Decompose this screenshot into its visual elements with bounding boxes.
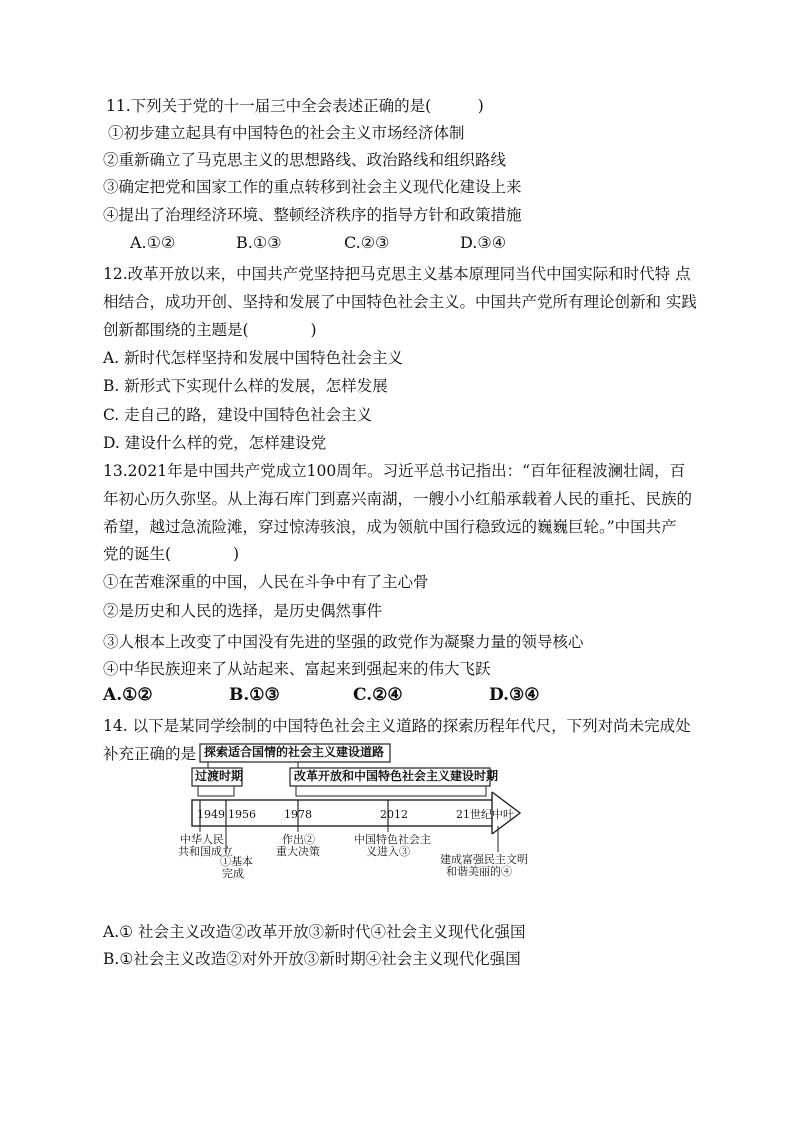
q13-option-c[interactable]: C.②④ — [353, 685, 403, 705]
label-end-line1: 建成富强民主文明 — [440, 853, 528, 866]
label-2012-line1: 中国特色社会主 — [354, 833, 431, 846]
timeline-title: 探索适合国情的社会主义建设道路 — [204, 745, 385, 759]
q13-stem-line-1: 13.2021年是中国共产党成立100周年。习近平总书记指出：“百年征程波澜壮阔，百 — [103, 462, 686, 480]
q14-option-b[interactable]: B.①社会主义改造②对外开放③新时期④社会主义现代化强国 — [103, 950, 521, 968]
q13-item-2: ②是历史和人民的选择，是历史偶然事件 — [103, 602, 383, 620]
q13-options — [103, 685, 563, 709]
timeline-figure — [178, 742, 538, 888]
q13-stem-line-2: 年初心历久弥坚。从上海石库门到嘉兴南湖，一艘小小红船承载着人民的重托、民族的 — [103, 490, 693, 508]
q13-option-d[interactable]: D.③④ — [489, 685, 540, 705]
q14-stem-line-1: 14. 以下是某同学绘制的中国特色社会主义道路的探索历程年代尺，下列对尚未完成处 — [103, 717, 691, 735]
q12-stem-line-3: 创新都围绕的主题是( ) — [103, 321, 317, 339]
q13-item-3: ③人根本上改变了中国没有先进的坚强的政党作为凝聚力量的领导核心 — [103, 633, 584, 651]
period1-label: 过渡时期 — [195, 769, 244, 783]
q11-item-3: ③确定把党和国家工作的重点转移到社会主义现代化建设上来 — [103, 178, 522, 196]
q12-option-a[interactable]: A. 新时代怎样坚持和发展中国特色社会主义 — [103, 349, 404, 367]
label-end-line2: 和谐美丽的④ — [446, 865, 512, 878]
q13-item-1: ①在苦难深重的中国，人民在斗争中有了主心骨 — [103, 573, 429, 591]
q12-stem-line-2: 相结合，成功开创、坚持和发展了中国特色社会主义。中国共产党所有理论创新和 实践 — [103, 293, 697, 311]
label-1978-line2: 重大决策 — [276, 845, 320, 858]
year-mid-century: 21世纪中叶 — [456, 808, 514, 821]
q11-item-4: ④提出了治理经济环境、整顿经济秩序的指导方针和政策措施 — [103, 206, 522, 224]
q14-stem-line-2: 补充正确的是 — [103, 745, 197, 763]
q13-stem-line-4: 党的诞生( ) — [103, 545, 240, 563]
q12-option-d[interactable]: D. 建设什么样的党，怎样建设党 — [103, 434, 327, 452]
q11-option-d[interactable]: D.③④ — [460, 233, 507, 252]
q12-option-b[interactable]: B. 新形式下实现什么样的发展，怎样发展 — [103, 377, 388, 395]
q12-stem-line-1: 12.改革开放以来，中国共产党坚持把马克思主义基本原理同当代中国实际和时代特 点 — [103, 265, 691, 283]
q11-option-c[interactable]: C.②③ — [344, 233, 390, 252]
label-1956-line2: 完成 — [222, 867, 244, 880]
label-1956-line1: ①基本 — [220, 855, 253, 868]
q11-stem: 11.下列关于党的十一届三中全会表述正确的是( ) — [106, 97, 484, 115]
q11-item-1: ①初步建立起具有中国特色的社会主义市场经济体制 — [108, 124, 465, 142]
year-1956: 1956 — [228, 808, 256, 821]
q12-option-c[interactable]: C. 走自己的路，建设中国特色社会主义 — [103, 406, 373, 424]
year-1949: 1949 — [197, 808, 225, 821]
year-1978: 1978 — [284, 808, 312, 821]
q11-option-a[interactable]: A.①② — [130, 233, 176, 252]
period2-bracket — [296, 786, 486, 796]
label-1978-line1: 作出② — [282, 833, 315, 846]
period1-bracket — [198, 786, 234, 796]
q11-options — [130, 233, 550, 255]
label-2012-line2: 义进入③ — [366, 845, 410, 858]
q13-option-a[interactable]: A.①② — [103, 685, 153, 705]
q11-item-2: ②重新确立了马克思主义的思想路线、政治路线和组织路线 — [103, 151, 507, 169]
year-2012: 2012 — [380, 808, 408, 821]
q13-option-b[interactable]: B.①③ — [229, 685, 280, 705]
q13-item-4: ④中华民族迎来了从站起来、富起来到强起来的伟大飞跃 — [103, 660, 491, 678]
q14-option-a[interactable]: A.① 社会主义改造②改革开放③新时代④社会主义现代化强国 — [103, 923, 526, 941]
label-1949-line1: 中华人民 — [180, 833, 224, 846]
label-1949-line2: 共和国成立 — [178, 845, 233, 858]
period2-label: 改革开放和中国特色社会主义建设时期 — [294, 769, 499, 783]
q11-option-b[interactable]: B.①③ — [236, 233, 282, 252]
q13-stem-line-3: 希望，越过急流险滩，穿过惊涛骇浪，成为领航中国行稳致远的巍巍巨轮。”中国共产 — [103, 518, 677, 536]
